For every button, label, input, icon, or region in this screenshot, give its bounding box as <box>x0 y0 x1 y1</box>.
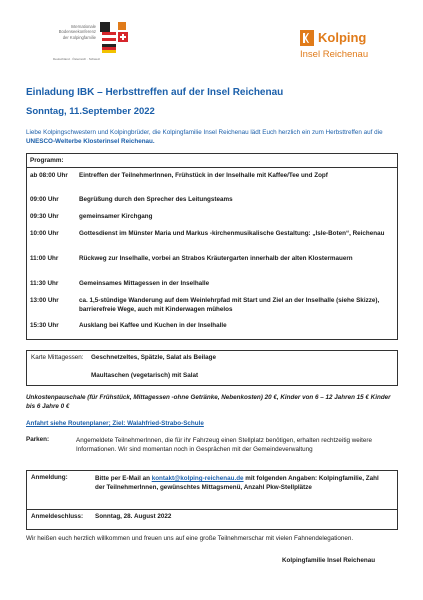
austria-flag-icon <box>102 32 116 41</box>
kolping-name: Kolping <box>318 30 367 45</box>
program-text: Gemeinsames Mittagessen in der Inselhalle <box>79 280 210 287</box>
route-link[interactable]: Anfahrt siehe Routenplaner; Ziel: Walahfried-Strabo-Schule <box>26 420 204 427</box>
menu-item: Geschnetzeltes, Spätzle, Salat als Beilage <box>91 354 216 361</box>
deadline-label: Anmeldeschluss: <box>31 513 84 520</box>
program-time: 15:30 Uhr <box>30 322 59 329</box>
switzerland-flag-icon <box>118 32 128 42</box>
program-text: Ausklang bei Kaffee und Kuchen in der Inselhalle <box>79 322 227 329</box>
kolping-logo <box>300 30 395 70</box>
menu-item: Maultaschen (vegetarisch) mit Salat <box>91 372 199 379</box>
registration-text <box>95 474 390 492</box>
ibk-logo-text <box>40 24 96 40</box>
program-text: Rückweg zur Inselhalle, vorbei an Strabos Kräutergarten innerhalb der alten Klostermauern <box>79 255 353 262</box>
page-title: Einladung IBK – Herbsttreffen auf der Insel Reichenau <box>26 87 284 98</box>
program-text: Gottesdienst im Münster Maria und Markus -kirchenmusikalische Gestaltung: „Isle-Boten“, Reichenau <box>79 230 385 237</box>
program-box <box>26 153 398 340</box>
registration-box <box>26 470 398 530</box>
program-time: 13:00 Uhr <box>30 297 59 304</box>
event-date: Sonntag, 11.September 2022 <box>26 106 155 117</box>
ibk-line-2: Bodenseekonferenz <box>58 29 96 35</box>
email-link[interactable]: kontakt@kolping-reichenau.de <box>151 475 244 482</box>
program-time: ab 08:00 Uhr <box>30 172 68 179</box>
ibk-line-3: der Kolpingfamilie <box>62 34 96 40</box>
program-time: 11:00 Uhr <box>30 255 59 262</box>
black-square-icon <box>100 22 110 32</box>
parking-label: Parken: <box>26 436 50 443</box>
program-time: 09:30 Uhr <box>30 213 59 220</box>
ibk-line-1: Internationale <box>70 24 96 29</box>
program-time: 10:00 Uhr <box>30 230 59 237</box>
registration-label: Anmeldung: <box>31 474 68 481</box>
kolping-k-icon <box>300 30 314 46</box>
program-time: 09:00 Uhr <box>30 196 59 203</box>
divider <box>27 509 397 510</box>
germany-flag-icon <box>102 44 116 53</box>
registration-details: mit folgenden Angaben: Kolpingfamilie, Zahl der TeilnehmerInnen, gewünschtes Mittagsmenü, Anzahl Pkw-Stellplätze <box>95 475 379 491</box>
program-time: 11:30 Uhr <box>30 280 59 287</box>
program-text: ca. 1,5-stündige Wanderung auf dem Weinlehrpfad mit Start und Ziel an der Inselhalle (siehe Skizze), barrierefreie Wege, auch mit Kinderwagen mühelos <box>79 297 380 313</box>
menu-box <box>26 350 398 386</box>
closing-paragraph: Wir heißen euch herzlich willkommen und freuen uns auf eine große Teilnehmerschar mit vielen Fahnendelegationen. <box>26 535 354 542</box>
program-text: gemeinsamer Kirchgang <box>79 213 153 220</box>
menu-label: Karte Mittagessen: <box>31 354 84 361</box>
parking-text: Angemeldete TeilnehmerInnen, die für ihr Fahrzeug einen Stellplatz benötigen, erhalten rechtzeitig weitere Informationen. Wir sind momentan noch in Gesprächen mit der Gemeindeverwaltung <box>76 437 373 453</box>
cost-info: Unkostenpauschale (für Frühstück, Mittagessen -ohne Getränke, Nebenkosten) 20 €, Kinder von 6 – 12 Jahren 15 € Kinder bis 6 Jahre 0 € <box>26 394 391 410</box>
program-text: Begrüßung durch den Sprecher des Leitungsteams <box>79 196 233 203</box>
deadline-value: Sonntag, 28. August 2022 <box>95 513 172 520</box>
registration-intro: Bitte per E-Mail an <box>95 475 152 482</box>
intro-text: Liebe Kolpingschwestern und Kolpingbrüder, die Kolpingfamilie Insel Reichenau lädt Euch herzlich ein zum Herbsttreffen auf die <box>26 129 383 136</box>
orange-square-icon <box>118 22 126 30</box>
intro-paragraph <box>26 128 396 146</box>
kolping-location: Insel Reichenau <box>300 49 369 60</box>
program-text: Eintreffen der TeilnehmerInnen, Frühstück in der Inselhalle mit Kaffee/Tee und Zopf <box>79 172 328 179</box>
ibk-logo <box>40 22 145 77</box>
divider <box>27 167 397 168</box>
signature: Kolpingfamilie Insel Reichenau <box>282 557 376 564</box>
intro-highlight: UNESCO-Welterbe Klosterinsel Reichenau. <box>26 138 155 145</box>
program-header: Programm: <box>30 157 64 164</box>
ibk-countries: Deutschland · Österreich · Schweiz <box>52 57 100 61</box>
